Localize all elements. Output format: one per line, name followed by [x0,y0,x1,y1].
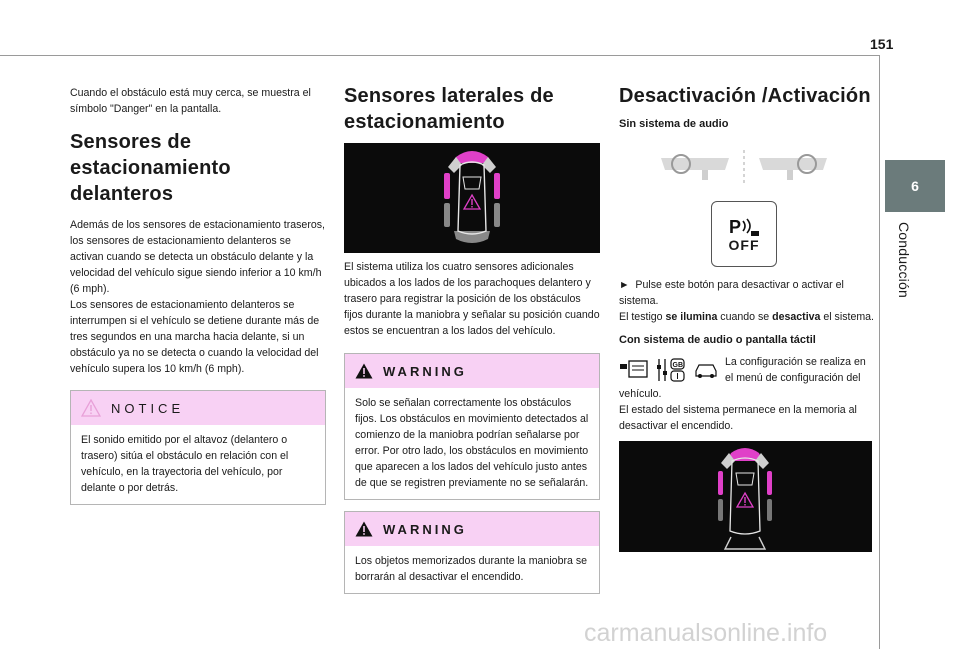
car-sensor-diagram [344,143,600,253]
side-sensors-para: El sistema utiliza los cuatro sensores adicionales ubicados a los lados de los parachoques delantero y trasero para registrar la posición de los obstáculos fijos durante la maniobra y señalar su posición cuando estos se encuentran a los lados del vehículo. [344,261,600,337]
indicator-bold-2: desactiva [772,311,821,323]
page-number: 151 [870,36,894,52]
audio-subheading: Con sistema de audio o pantalla táctil [619,334,816,346]
indicator-post: el sistema. [820,311,874,323]
car-sensor-screen-diagram [619,441,872,552]
indicator-bold-1: se ilumina [665,311,718,323]
notice-text: El sonido emitido por el altavoz (delantero o trasero) sitúa el obstáculo en relación con el vehículo, en la trayectoria del vehículo, por delante o por detrás. [81,434,289,494]
instruction-text [619,277,874,309]
dashboard-location-icon [659,148,829,188]
gb-badge: GB [672,362,683,369]
side-rule [879,55,880,649]
front-sensors-para1: Además de los sensores de estacionamiento traseros, los sensores de estacionamiento delanteros se activan cuando se detecta un obstáculo delante y la velocidad del vehículo sigue siendo inferior a 10 km/h (6 mph). [70,219,325,295]
indicator-pre: El testigo [619,311,666,323]
warning-2-title: WARNING [383,521,467,537]
settings-sliders-icon [655,357,687,383]
notice-header [71,391,325,425]
instruction-body: Pulse este botón para desactivar o activar el sistema. [619,279,844,307]
parking-sensor-icon [727,215,761,237]
column-1 [70,85,326,505]
off-label: OFF [728,237,760,253]
chapter-name: Conducción [896,222,912,298]
arrow-bullet: ► [619,279,630,291]
warning-2-header [345,512,599,546]
config-text: La configuración se realiza en el menú de configuración del [725,356,866,384]
warning-box-1 [344,353,600,500]
no-audio-subheading: Sin sistema de audio [619,118,729,130]
touchscreen-sensor-illustration [619,441,872,552]
memory-text: El estado del sistema permanece en la memoria al desactivar el encendido. [619,404,857,432]
side-sensors-heading: Sensores laterales de estacionamiento [344,85,554,133]
svg-text:carmanualsonline.info: carmanualsonline.info [584,619,828,647]
side-sensors-illustration [344,143,600,253]
top-rule [0,55,880,56]
warning-triangle-icon [355,521,373,537]
front-sensors-para2: Los sensores de estacionamiento delanteros se interrumpen si el vehículo se detiene durante más de tres segundos en una marcha hacia delante, si un obstáculo ya no se detecta o cuando la velocidad del vehículo supera los 10 km/h (6 mph). [70,299,320,375]
config-continuation: vehículo. [619,388,662,400]
carmanualsonline-watermark [584,618,880,648]
column-2 [344,85,600,594]
chapter-tab[interactable]: 6 [885,160,945,212]
warning-box-2 [344,511,600,594]
indicator-mid: cuando se [717,311,773,323]
touchscreen-icon [619,360,649,380]
intro-paragraph: Cuando el obstáculo está muy cerca, se muestra el símbolo "Danger" en la pantalla. [70,87,311,115]
front-sensors-heading: Sensores de estacionamiento delanteros [70,131,231,205]
car-settings-icon [693,361,719,379]
park-sensor-off-button[interactable] [711,201,777,267]
column-3 [619,85,874,552]
warning-1-text: Solo se señalan correctamente los obstáculos fijos. Los obstáculos en movimiento detectados al comienzo de la maniobra podrían señalarse por error. Por otro lado, los obstáculos en movimiento que aparecen a los lados del vehículo justo antes de que se registren previamente no se señalarán. [355,397,589,489]
notice-title: NOTICE [111,400,185,416]
warning-2-text: Los objetos memorizados durante la maniobra se borrarán al desactivar el encendido. [355,555,588,583]
warning-triangle-icon [355,363,373,379]
notice-box [70,390,326,505]
deactivation-heading: Desactivación /Activación [619,85,871,107]
svg-text:P: P [729,217,742,237]
warning-triangle-icon [81,399,101,417]
indicator-text [619,309,874,325]
warning-1-title: WARNING [383,363,467,379]
warning-1-header [345,354,599,388]
config-icons [619,354,725,386]
config-row [619,354,874,386]
